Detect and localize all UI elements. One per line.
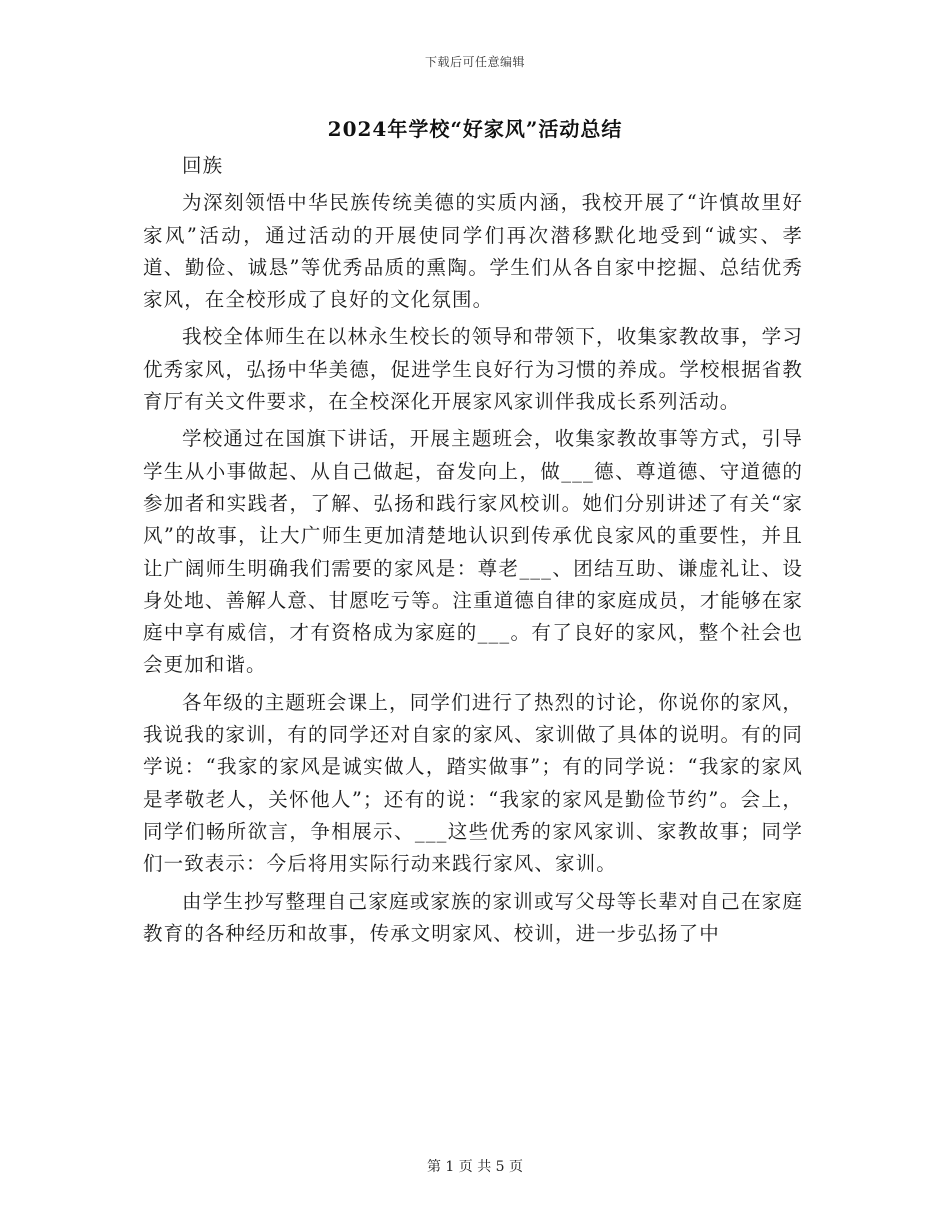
paragraph: 为深刻领悟中华民族传统美德的实质内涵，我校开展了“许慎故里好家风”活动，通过活动的开展使同学们再次潜移默化地受到“诚实、孝道、勤俭、诚恳”等优秀品质的熏陶。学生们从各自家中挖掘、总结优秀家风，在全校形成了良好的文化氛围。: [143, 191, 803, 312]
page-footer: 第 1 页 共 5 页: [426, 1159, 524, 1175]
document-title: 2024年学校“好家风”活动总结: [327, 117, 623, 141]
document-body: [143, 150, 803, 950]
paragraph: 由学生抄写整理自己家庭或家族的家训或写父母等长辈对自己在家庭教育的各种经历和故事，传承文明家风、校训，进一步弘扬了中: [143, 889, 803, 945]
author-line: 回族: [182, 154, 224, 177]
paragraph: 学校通过在国旗下讲话，开展主题班会，收集家教故事等方式，引导学生从小事做起、从自己做起，奋发向上，做___德、尊道德、守道德的参加者和实践者，了解、弘扬和践行家风校训。她们分别讲述了有关“家风”的故事，让大广师生更加清楚地认识到传承优良家风的重要性，并且让广阔师生明确我们需要的家风是：尊老___、团结互助、谦虚礼让、设身处地、善解人意、甘愿吃亏等。注重道德自律的家庭成员，才能够在家庭中享有威信，才有资格成为家庭的___。有了良好的家风，整个社会也会更加和谐。: [143, 427, 803, 677]
paragraph: 各年级的主题班会课上，同学们进行了热烈的讨论，你说你的家风，我说我的家训，有的同学还对自家的家风、家训做了具体的说明。有的同学说：“我家的家风是诚实做人，踏实做事”；有的同学说：“我家的家风是孝敬老人，关怀他人”；还有的说：“我家的家风是勤俭节约”。会上，同学们畅所欲言，争相展示、___这些优秀的家风家训、家教故事；同学们一致表示：今后将用实际行动来践行家风、家训。: [143, 690, 803, 876]
page-header: 下载后可任意编辑: [424, 55, 525, 69]
paragraph: 我校全体师生在以林永生校长的领导和带领下，收集家教故事，学习优秀家风，弘扬中华美德，促进学生良好行为习惯的养成。学校根据省教育厅有关文件要求，在全校深化开展家风家训伴我成长系列活动。: [143, 325, 803, 414]
